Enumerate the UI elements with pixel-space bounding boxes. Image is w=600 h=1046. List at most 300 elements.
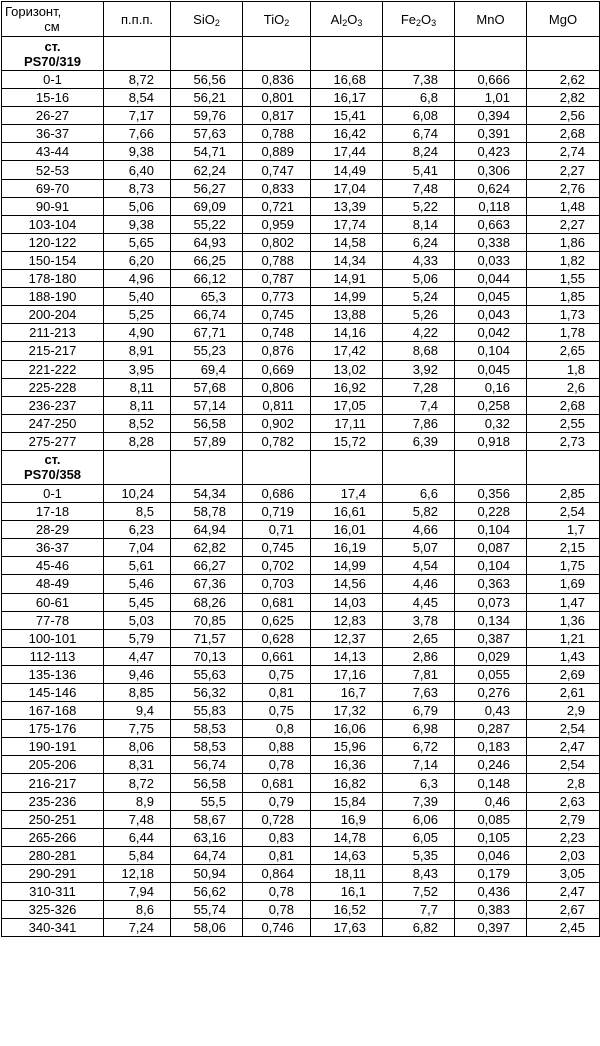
value-cell: 16,19: [311, 539, 383, 557]
value-cell: 64,94: [171, 521, 243, 539]
value-cell: 0,134: [455, 611, 527, 629]
horizon-cell: 250-251: [2, 810, 104, 828]
value-cell: 6,44: [104, 828, 171, 846]
value-cell: 2,68: [527, 125, 600, 143]
value-cell: 0,833: [243, 179, 311, 197]
table-row: [2, 89, 600, 107]
value-cell: 2,76: [527, 179, 600, 197]
value-cell: 54,34: [171, 484, 243, 502]
table-row: [2, 503, 600, 521]
value-cell: 0,087: [455, 539, 527, 557]
tio2-header: TiO$_2$: [243, 2, 311, 37]
value-cell: 0,721: [243, 197, 311, 215]
value-cell: 6,20: [104, 251, 171, 269]
value-cell: 0,745: [243, 539, 311, 557]
value-cell: 2,54: [527, 756, 600, 774]
horizon-header-line1: Горизонт,: [5, 4, 62, 19]
station-id: PS70/319: [23, 53, 82, 69]
value-cell: 0,356: [455, 484, 527, 502]
value-cell: 15,84: [311, 792, 383, 810]
value-cell: 5,41: [383, 161, 455, 179]
empty-cell: [243, 450, 311, 484]
value-cell: 0,817: [243, 107, 311, 125]
value-cell: 0,745: [243, 306, 311, 324]
value-cell: 62,24: [171, 161, 243, 179]
value-cell: 0,045: [455, 288, 527, 306]
value-cell: 8,91: [104, 342, 171, 360]
table-row: [2, 846, 600, 864]
horizon-cell: 120-122: [2, 233, 104, 251]
table-row: [2, 901, 600, 919]
value-cell: 0,042: [455, 324, 527, 342]
value-cell: 0,747: [243, 161, 311, 179]
value-cell: 9,4: [104, 702, 171, 720]
table-row: [2, 665, 600, 683]
value-cell: 0,045: [455, 360, 527, 378]
value-cell: 0,686: [243, 484, 311, 502]
horizon-cell: 215-217: [2, 342, 104, 360]
table-row: [2, 611, 600, 629]
value-cell: 5,24: [383, 288, 455, 306]
table-row: [2, 919, 600, 937]
horizon-cell: 28-29: [2, 521, 104, 539]
value-cell: 0,703: [243, 575, 311, 593]
value-cell: 1,86: [527, 233, 600, 251]
value-cell: 6,6: [383, 484, 455, 502]
value-cell: 8,11: [104, 378, 171, 396]
value-cell: 0,78: [243, 883, 311, 901]
value-cell: 58,67: [171, 810, 243, 828]
value-cell: 4,33: [383, 251, 455, 269]
horizon-cell: 112-113: [2, 647, 104, 665]
value-cell: 16,7: [311, 684, 383, 702]
value-cell: 58,06: [171, 919, 243, 937]
value-cell: 0,306: [455, 161, 527, 179]
value-cell: 8,24: [383, 143, 455, 161]
table-row: [2, 575, 600, 593]
horizon-cell: 135-136: [2, 665, 104, 683]
value-cell: 64,74: [171, 846, 243, 864]
value-cell: 12,37: [311, 629, 383, 647]
value-cell: 5,26: [383, 306, 455, 324]
value-cell: 55,23: [171, 342, 243, 360]
value-cell: 0,81: [243, 684, 311, 702]
table-row: [2, 270, 600, 288]
value-cell: 0,802: [243, 233, 311, 251]
horizon-cell: 216-217: [2, 774, 104, 792]
value-cell: 0,044: [455, 270, 527, 288]
chemical-composition-table: [1, 1, 600, 937]
value-cell: 2,67: [527, 901, 600, 919]
horizon-cell: 225-228: [2, 378, 104, 396]
value-cell: 6,06: [383, 810, 455, 828]
value-cell: 2,9: [527, 702, 600, 720]
value-cell: 13,39: [311, 197, 383, 215]
station-name: [2, 37, 104, 71]
value-cell: 1,73: [527, 306, 600, 324]
value-cell: 17,74: [311, 215, 383, 233]
table-body: [2, 37, 600, 937]
value-cell: 16,06: [311, 720, 383, 738]
value-cell: 0,105: [455, 828, 527, 846]
value-cell: 7,24: [104, 919, 171, 937]
empty-cell: [104, 37, 171, 71]
value-cell: 17,16: [311, 665, 383, 683]
value-cell: 0,918: [455, 432, 527, 450]
value-cell: 1,01: [455, 89, 527, 107]
value-cell: 4,96: [104, 270, 171, 288]
value-cell: 56,32: [171, 684, 243, 702]
value-cell: 0,889: [243, 143, 311, 161]
table-row: [2, 629, 600, 647]
value-cell: 2,47: [527, 738, 600, 756]
table-row: [2, 233, 600, 251]
value-cell: 58,78: [171, 503, 243, 521]
value-cell: 14,13: [311, 647, 383, 665]
value-cell: 4,22: [383, 324, 455, 342]
value-cell: 7,75: [104, 720, 171, 738]
horizon-cell: 188-190: [2, 288, 104, 306]
value-cell: 0,75: [243, 702, 311, 720]
horizon-cell: 290-291: [2, 864, 104, 882]
value-cell: 8,6: [104, 901, 171, 919]
value-cell: 56,74: [171, 756, 243, 774]
table-row: [2, 647, 600, 665]
value-cell: 9,38: [104, 215, 171, 233]
value-cell: 9,38: [104, 143, 171, 161]
value-cell: 8,28: [104, 432, 171, 450]
value-cell: 0,073: [455, 593, 527, 611]
empty-cell: [455, 37, 527, 71]
value-cell: 0,104: [455, 342, 527, 360]
value-cell: 12,83: [311, 611, 383, 629]
empty-cell: [383, 37, 455, 71]
value-cell: 0,81: [243, 846, 311, 864]
value-cell: 14,34: [311, 251, 383, 269]
horizon-cell: 167-168: [2, 702, 104, 720]
value-cell: 8,72: [104, 774, 171, 792]
mgo-header: MgO: [527, 2, 600, 37]
empty-cell: [171, 450, 243, 484]
value-cell: 0,728: [243, 810, 311, 828]
value-cell: 0,902: [243, 414, 311, 432]
value-cell: 57,14: [171, 396, 243, 414]
value-cell: 2,27: [527, 161, 600, 179]
station-id: PS70/358: [23, 467, 82, 483]
value-cell: 14,78: [311, 828, 383, 846]
value-cell: 55,22: [171, 215, 243, 233]
horizon-cell: 100-101: [2, 629, 104, 647]
value-cell: 1,85: [527, 288, 600, 306]
value-cell: 2,69: [527, 665, 600, 683]
value-cell: 0,702: [243, 557, 311, 575]
value-cell: 0,423: [455, 143, 527, 161]
value-cell: 0,276: [455, 684, 527, 702]
value-cell: 16,42: [311, 125, 383, 143]
value-cell: 68,26: [171, 593, 243, 611]
value-cell: 7,66: [104, 125, 171, 143]
horizon-cell: 275-277: [2, 432, 104, 450]
value-cell: 69,09: [171, 197, 243, 215]
value-cell: 1,48: [527, 197, 600, 215]
value-cell: 6,08: [383, 107, 455, 125]
value-cell: 0,8: [243, 720, 311, 738]
value-cell: 0,085: [455, 810, 527, 828]
value-cell: 8,52: [104, 414, 171, 432]
value-cell: 0,75: [243, 665, 311, 683]
value-cell: 2,55: [527, 414, 600, 432]
value-cell: 8,9: [104, 792, 171, 810]
value-cell: 0,436: [455, 883, 527, 901]
value-cell: 16,68: [311, 71, 383, 89]
value-cell: 2,27: [527, 215, 600, 233]
horizon-cell: 0-1: [2, 484, 104, 502]
value-cell: 0,033: [455, 251, 527, 269]
value-cell: 2,54: [527, 720, 600, 738]
station-prefix: ст.: [44, 452, 61, 468]
value-cell: 0,394: [455, 107, 527, 125]
value-cell: 17,11: [311, 414, 383, 432]
value-cell: 7,39: [383, 792, 455, 810]
empty-cell: [171, 37, 243, 71]
value-cell: 1,75: [527, 557, 600, 575]
value-cell: 1,8: [527, 360, 600, 378]
value-cell: 16,61: [311, 503, 383, 521]
value-cell: 55,83: [171, 702, 243, 720]
table-row: [2, 125, 600, 143]
table-row: [2, 774, 600, 792]
value-cell: 0,681: [243, 593, 311, 611]
value-cell: 2,68: [527, 396, 600, 414]
value-cell: 2,74: [527, 143, 600, 161]
value-cell: 5,03: [104, 611, 171, 629]
value-cell: 0,773: [243, 288, 311, 306]
value-cell: 2,47: [527, 883, 600, 901]
value-cell: 2,6: [527, 378, 600, 396]
table-row: [2, 107, 600, 125]
horizon-cell: 265-266: [2, 828, 104, 846]
empty-cell: [527, 37, 600, 71]
value-cell: 0,78: [243, 756, 311, 774]
value-cell: 7,28: [383, 378, 455, 396]
horizon-cell: 69-70: [2, 179, 104, 197]
value-cell: 67,36: [171, 575, 243, 593]
empty-cell: [527, 450, 600, 484]
horizon-cell: 310-311: [2, 883, 104, 901]
value-cell: 0,811: [243, 396, 311, 414]
horizon-cell: 178-180: [2, 270, 104, 288]
table-row: [2, 161, 600, 179]
station-name: [2, 450, 104, 484]
table-row: [2, 828, 600, 846]
value-cell: 5,84: [104, 846, 171, 864]
value-cell: 65,3: [171, 288, 243, 306]
value-cell: 0,183: [455, 738, 527, 756]
value-cell: 1,69: [527, 575, 600, 593]
horizon-cell: 103-104: [2, 215, 104, 233]
value-cell: 0,383: [455, 901, 527, 919]
table-row: [2, 378, 600, 396]
horizon-cell: 0-1: [2, 71, 104, 89]
horizon-cell: 325-326: [2, 901, 104, 919]
value-cell: 0,79: [243, 792, 311, 810]
table-row: [2, 306, 600, 324]
value-cell: 2,65: [383, 629, 455, 647]
loi-header: п.п.п.: [104, 2, 171, 37]
table-row: [2, 432, 600, 450]
horizon-cell: 90-91: [2, 197, 104, 215]
value-cell: 66,27: [171, 557, 243, 575]
value-cell: 7,17: [104, 107, 171, 125]
value-cell: 0,287: [455, 720, 527, 738]
value-cell: 58,53: [171, 738, 243, 756]
horizon-header: [2, 2, 104, 37]
value-cell: 16,17: [311, 89, 383, 107]
value-cell: 18,11: [311, 864, 383, 882]
value-cell: 0,719: [243, 503, 311, 521]
value-cell: 0,16: [455, 378, 527, 396]
value-cell: 6,40: [104, 161, 171, 179]
value-cell: 6,8: [383, 89, 455, 107]
value-cell: 7,4: [383, 396, 455, 414]
horizon-cell: 235-236: [2, 792, 104, 810]
horizon-cell: 280-281: [2, 846, 104, 864]
value-cell: 70,13: [171, 647, 243, 665]
value-cell: 16,82: [311, 774, 383, 792]
value-cell: 0,43: [455, 702, 527, 720]
value-cell: 5,82: [383, 503, 455, 521]
horizon-cell: 211-213: [2, 324, 104, 342]
value-cell: 0,046: [455, 846, 527, 864]
value-cell: 0,628: [243, 629, 311, 647]
horizon-header-line2: см: [44, 19, 60, 34]
value-cell: 16,01: [311, 521, 383, 539]
table-row: [2, 883, 600, 901]
table-row: [2, 251, 600, 269]
value-cell: 0,32: [455, 414, 527, 432]
value-cell: 14,16: [311, 324, 383, 342]
value-cell: 0,148: [455, 774, 527, 792]
value-cell: 14,63: [311, 846, 383, 864]
value-cell: 8,54: [104, 89, 171, 107]
table-row: [2, 864, 600, 882]
value-cell: 16,36: [311, 756, 383, 774]
table-row: [2, 702, 600, 720]
value-cell: 0,338: [455, 233, 527, 251]
value-cell: 56,58: [171, 414, 243, 432]
horizon-cell: 36-37: [2, 125, 104, 143]
value-cell: 5,61: [104, 557, 171, 575]
value-cell: 0,788: [243, 251, 311, 269]
table-row: [2, 720, 600, 738]
table-row: [2, 197, 600, 215]
value-cell: 59,76: [171, 107, 243, 125]
value-cell: 13,88: [311, 306, 383, 324]
value-cell: 56,56: [171, 71, 243, 89]
horizon-cell: 77-78: [2, 611, 104, 629]
value-cell: 50,94: [171, 864, 243, 882]
value-cell: 1,78: [527, 324, 600, 342]
value-cell: 2,73: [527, 432, 600, 450]
table-row: [2, 684, 600, 702]
table-row: [2, 179, 600, 197]
table-row: [2, 143, 600, 161]
value-cell: 8,11: [104, 396, 171, 414]
value-cell: 0,625: [243, 611, 311, 629]
value-cell: 0,787: [243, 270, 311, 288]
value-cell: 63,16: [171, 828, 243, 846]
value-cell: 6,79: [383, 702, 455, 720]
table-row: [2, 71, 600, 89]
horizon-cell: 60-61: [2, 593, 104, 611]
value-cell: 7,81: [383, 665, 455, 683]
fe2o3-header: $Fe_2O_3$: [383, 2, 455, 37]
value-cell: 3,92: [383, 360, 455, 378]
value-cell: 1,47: [527, 593, 600, 611]
value-cell: 0,055: [455, 665, 527, 683]
al2o3-header: $Al_2O_3$: [311, 2, 383, 37]
header-row: [2, 2, 600, 37]
table-row: [2, 360, 600, 378]
value-cell: 14,03: [311, 593, 383, 611]
value-cell: 64,93: [171, 233, 243, 251]
value-cell: 14,99: [311, 288, 383, 306]
value-cell: 0,391: [455, 125, 527, 143]
table-row: [2, 756, 600, 774]
value-cell: 7,7: [383, 901, 455, 919]
value-cell: 0,746: [243, 919, 311, 937]
value-cell: 2,79: [527, 810, 600, 828]
value-cell: 2,82: [527, 89, 600, 107]
value-cell: 17,05: [311, 396, 383, 414]
empty-cell: [311, 37, 383, 71]
station-prefix: ст.: [44, 38, 61, 54]
value-cell: 55,74: [171, 901, 243, 919]
value-cell: 7,38: [383, 71, 455, 89]
value-cell: 6,82: [383, 919, 455, 937]
value-cell: 0,88: [243, 738, 311, 756]
value-cell: 0,876: [243, 342, 311, 360]
value-cell: 8,31: [104, 756, 171, 774]
table-row: [2, 810, 600, 828]
value-cell: 0,46: [455, 792, 527, 810]
value-cell: 2,23: [527, 828, 600, 846]
value-cell: 14,99: [311, 557, 383, 575]
value-cell: 1,7: [527, 521, 600, 539]
value-cell: 5,40: [104, 288, 171, 306]
value-cell: 0,387: [455, 629, 527, 647]
sio2-header: SiO$_2$: [171, 2, 243, 37]
value-cell: 17,42: [311, 342, 383, 360]
value-cell: 0,029: [455, 647, 527, 665]
table-row: [2, 792, 600, 810]
table-row: [2, 342, 600, 360]
value-cell: 0,666: [455, 71, 527, 89]
value-cell: 0,118: [455, 197, 527, 215]
value-cell: 4,45: [383, 593, 455, 611]
value-cell: 58,53: [171, 720, 243, 738]
value-cell: 2,8: [527, 774, 600, 792]
table-row: [2, 539, 600, 557]
value-cell: 1,82: [527, 251, 600, 269]
value-cell: 8,43: [383, 864, 455, 882]
horizon-cell: 36-37: [2, 539, 104, 557]
table-row: [2, 215, 600, 233]
value-cell: 3,78: [383, 611, 455, 629]
value-cell: 0,864: [243, 864, 311, 882]
horizon-cell: 190-191: [2, 738, 104, 756]
value-cell: 0,782: [243, 432, 311, 450]
